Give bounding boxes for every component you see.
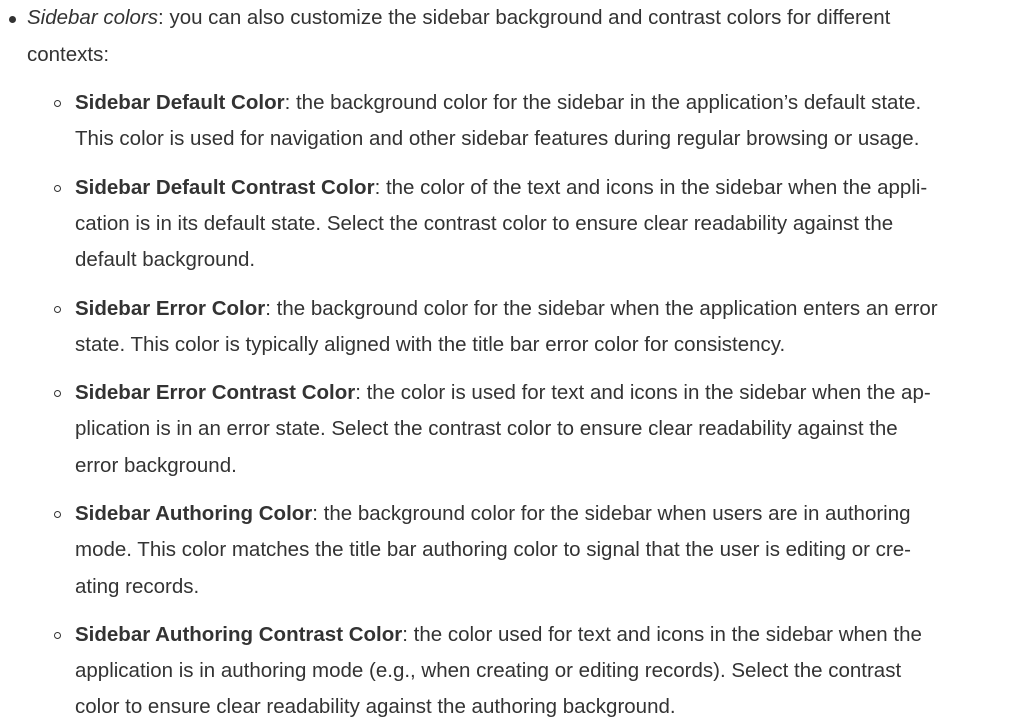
description: : the color of the text and icons in the sidebar when the appli- bbox=[374, 176, 928, 199]
description: state. This color is typically aligned with the title bar error color for consistency. bbox=[75, 333, 786, 356]
term: Sidebar colors bbox=[27, 6, 159, 29]
description: error background. bbox=[75, 454, 237, 477]
description: : the background color for the sidebar when users are in authoring bbox=[312, 502, 911, 525]
description: This color is used for navigation and other sidebar features during regular browsing or usage. bbox=[75, 127, 920, 150]
list-item-line bbox=[75, 653, 901, 690]
description: plication is in an error state. Select the contrast color to ensure clear readability against the bbox=[75, 417, 898, 440]
term: Sidebar Authoring Contrast Color bbox=[75, 623, 403, 646]
list-item-line bbox=[27, 37, 109, 74]
list-item-line bbox=[27, 0, 890, 37]
list-item-line bbox=[75, 375, 931, 412]
term: Sidebar Default Color bbox=[75, 91, 285, 114]
description: application is in authoring mode (e.g., when creating or editing records). Select the contrast bbox=[75, 659, 902, 682]
description: cation is in its default state. Select the contrast color to ensure clear readability against the bbox=[75, 212, 894, 235]
bullet-circle bbox=[54, 306, 61, 313]
list-item-line bbox=[75, 496, 911, 533]
description: : you can also customize the sidebar background and contrast colors for different bbox=[158, 6, 891, 29]
description: color to ensure clear readability against the authoring background. bbox=[75, 695, 676, 718]
description: contexts: bbox=[27, 43, 110, 66]
list-item-line bbox=[75, 291, 938, 328]
list-item-line bbox=[75, 327, 785, 364]
description: mode. This color matches the title bar authoring color to signal that the user is editing or cre- bbox=[75, 538, 911, 561]
list-item-line bbox=[75, 170, 927, 207]
description: : the background color for the sidebar in the application’s default state. bbox=[284, 91, 922, 114]
list-item-line bbox=[75, 448, 237, 485]
list-item-line bbox=[75, 242, 255, 279]
list-item-line bbox=[75, 532, 911, 569]
term: Sidebar Default Contrast Color bbox=[75, 176, 375, 199]
term: Sidebar Error Color bbox=[75, 297, 266, 320]
list-item-line bbox=[75, 85, 921, 122]
description: : the color is used for text and icons in the sidebar when the ap- bbox=[355, 381, 931, 404]
bullet-circle bbox=[54, 632, 61, 639]
list-item-line bbox=[75, 569, 199, 606]
bullet-circle bbox=[54, 185, 61, 192]
list-item-line bbox=[75, 689, 676, 726]
description: : the background color for the sidebar when the application enters an error bbox=[265, 297, 938, 320]
bullet-circle bbox=[54, 100, 61, 107]
list-item-line bbox=[75, 617, 922, 654]
description: ating records. bbox=[75, 575, 200, 598]
term: Sidebar Error Contrast Color bbox=[75, 381, 356, 404]
bullet-disc bbox=[9, 16, 16, 23]
description: default background. bbox=[75, 248, 256, 271]
list-item-line bbox=[75, 411, 898, 448]
bullet-circle bbox=[54, 390, 61, 397]
list-item-line bbox=[75, 121, 919, 158]
list-item-line bbox=[75, 206, 893, 243]
description: : the color used for text and icons in the sidebar when the bbox=[402, 623, 922, 646]
bullet-circle bbox=[54, 511, 61, 518]
term: Sidebar Authoring Color bbox=[75, 502, 313, 525]
